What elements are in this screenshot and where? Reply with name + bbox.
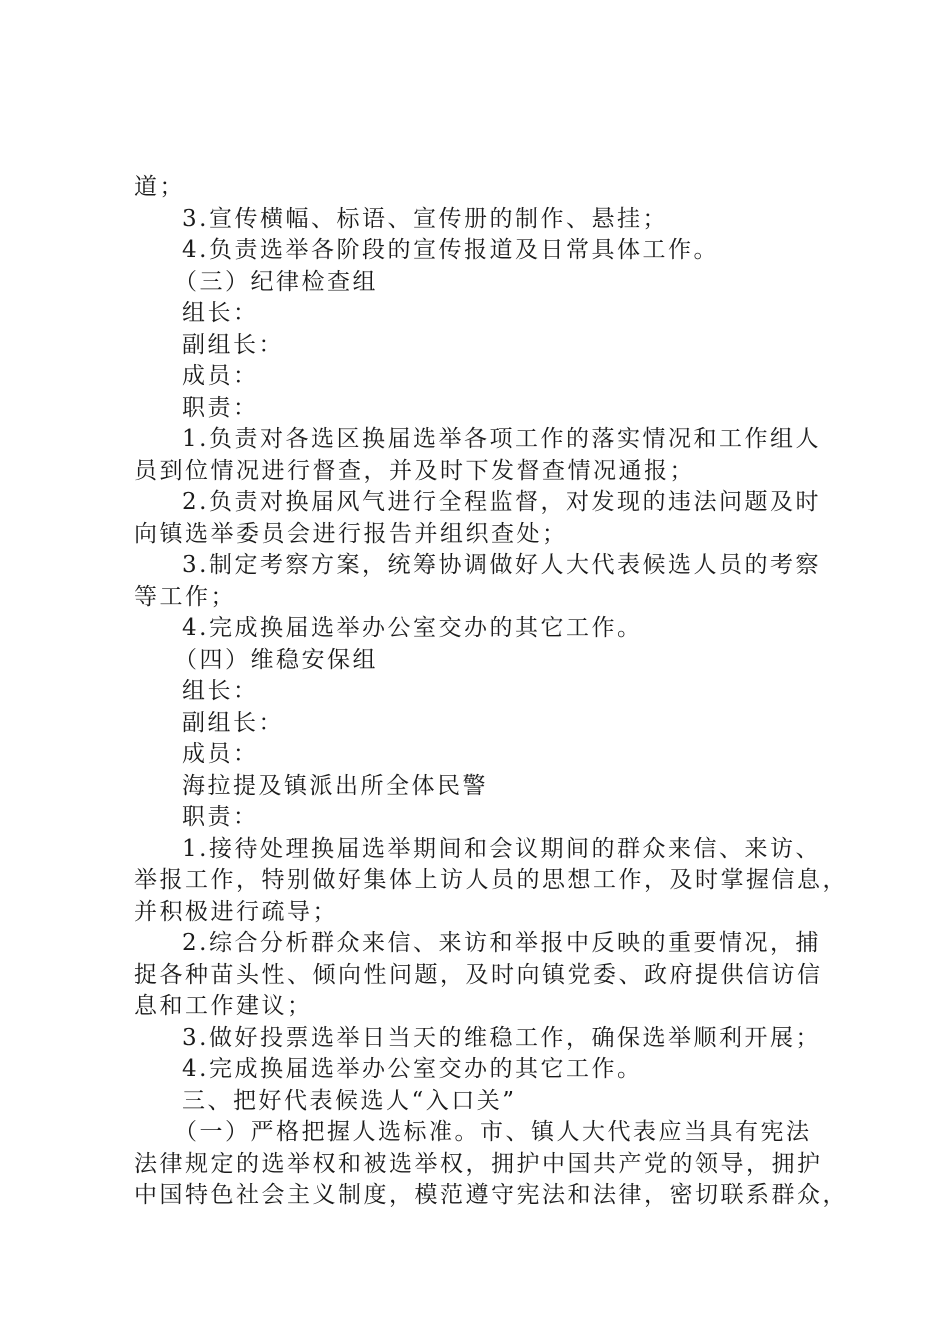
field-label: 副组长： — [182, 709, 284, 736]
text-line: 员到位情况进行督查，并及时下发督查情况通报； — [134, 457, 695, 484]
text-line: 捉各种苗头性、倾向性问题，及时向镇党委、政府提供信访信 — [134, 961, 823, 988]
section-heading: （四）维稳安保组 — [174, 646, 378, 673]
field-label: 组长： — [182, 300, 259, 326]
list-item: 2.负责对换届风气进行全程监督，对发现的违法问题及时 — [182, 489, 821, 515]
text-line: 海拉提及镇派出所全体民警 — [182, 772, 488, 799]
text-line: 并积极进行疏导； — [134, 898, 338, 925]
list-item: 3.宣传横幅、标语、宣传册的制作、悬挂； — [182, 205, 668, 232]
text-line: 中国特色社会主义制度，模范遵守宪法和法律，密切联系群众， — [134, 1182, 848, 1208]
list-item: 3.做好投票选举日当天的维稳工作，确保选举顺利开展； — [182, 1024, 821, 1051]
document-body — [134, 172, 848, 1212]
text-line: 息和工作建议； — [134, 993, 313, 1019]
list-item: 3.制定考察方案，统筹协调做好人大代表候选人员的考察 — [182, 552, 821, 578]
section-heading: （三）纪律检查组 — [174, 268, 378, 295]
list-item: 4.负责选举各阶段的宣传报道及日常具体工作。 — [182, 237, 719, 263]
text-line: 道； — [134, 174, 185, 200]
text-line: 向镇选举委员会进行报告并组织查处； — [134, 520, 568, 547]
paragraph-start: （一）严格把握人选标准。市、镇人大代表应当具有宪法 — [174, 1119, 812, 1145]
field-label: 成员： — [182, 363, 259, 389]
field-label: 职责： — [182, 394, 259, 421]
list-item: 4.完成换届选举办公室交办的其它工作。 — [182, 1056, 643, 1082]
text-line: 举报工作，特别做好集体上访人员的思想工作，及时掌握信息， — [134, 867, 848, 893]
list-item: 1.负责对各选区换届选举各项工作的落实情况和工作组人 — [182, 426, 821, 452]
list-item: 4.完成换届选举办公室交办的其它工作。 — [182, 615, 643, 641]
field-label: 组长： — [182, 678, 259, 704]
field-label: 成员： — [182, 741, 259, 767]
field-label: 副组长： — [182, 331, 284, 358]
text-line: 法律规定的选举权和被选举权，拥护中国共产党的领导，拥护 — [134, 1150, 823, 1177]
text-line: 等工作； — [134, 583, 236, 610]
section-heading: 三、把好代表候选人“入口关” — [182, 1087, 517, 1114]
list-item: 1.接待处理换届选举期间和会议期间的群众来信、来访、 — [182, 835, 821, 862]
field-label: 职责： — [182, 804, 259, 830]
list-item: 2.综合分析群众来信、来访和举报中反映的重要情况，捕 — [182, 930, 821, 956]
